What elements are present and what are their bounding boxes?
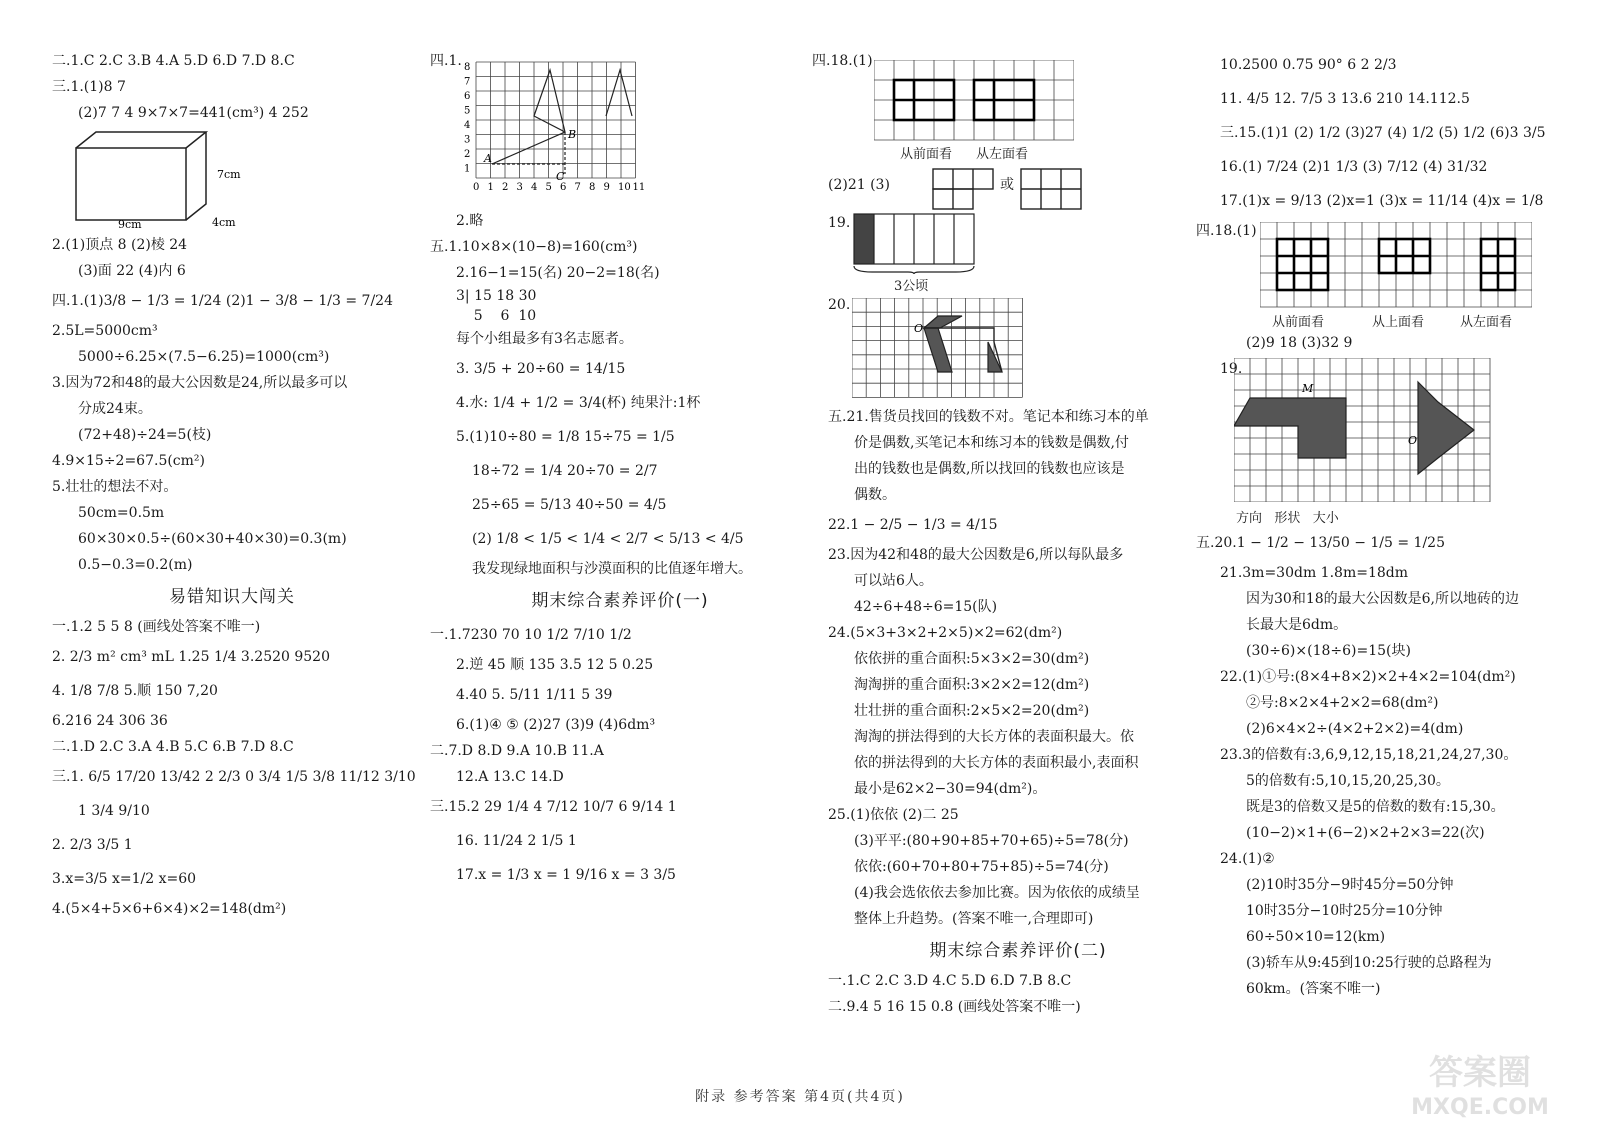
text-line: 10.2500 0.75 90° 6 2 2/3 — [1220, 57, 1397, 73]
point-o-label: O — [914, 322, 924, 335]
axis-tick-label: 5 — [545, 182, 552, 193]
text-line: 25.(1)依依 (2)二 25 — [828, 807, 959, 823]
text-line: 二.9.4 5 16 15 0.8 (画线处答案不唯一) — [828, 999, 1081, 1015]
axis-tick-label: 3 — [516, 182, 523, 193]
rotation-grid-figure — [852, 298, 1026, 402]
text-line: 18÷72 = 1/4 20÷70 = 2/7 — [472, 463, 658, 479]
text-line: 4.水: 1/4 + 1/2 = 3/4(杯) 纯果汁:1杯 — [456, 395, 701, 411]
transform-grid-figure — [1234, 358, 1496, 502]
view-grid-figure — [874, 60, 1074, 142]
axis-tick-label: 8 — [464, 62, 471, 73]
text-line: 5的倍数有:5,10,15,20,25,30。 — [1246, 773, 1450, 789]
text-line: 出的钱数也是偶数,所以找回的钱数也应该是 — [854, 461, 1125, 477]
axis-tick-label: 1 — [487, 182, 494, 193]
text-line: 2.(1)顶点 8 (2)棱 24 — [52, 237, 188, 253]
axis-tick-label: 7 — [574, 182, 581, 193]
text-line: ②号:8×2×4+2×2=68(dm²) — [1246, 695, 1439, 711]
text-line: 三.1. 6/5 17/20 13/42 2 2/3 0 3/4 1/5 3/8 11/12 3/10 — [52, 769, 416, 785]
axis-tick-label: 8 — [589, 182, 596, 193]
text-line: 24.(1)② — [1220, 851, 1275, 867]
text-line: 一.1.7230 70 10 1/2 7/10 1/2 — [430, 627, 632, 643]
text-line: 可以站6人。 — [854, 573, 933, 589]
text-line: 4.40 5. 5/11 1/11 5 39 — [456, 687, 613, 703]
text-line: 2.略 — [456, 213, 484, 229]
three-view-figure — [1260, 222, 1532, 308]
axis-tick-label: 6 — [464, 91, 471, 102]
section-title: 易错知识大闯关 — [169, 587, 295, 607]
axis-tick-label: 10 — [618, 182, 631, 193]
figure-label: 四.18.(1) — [812, 53, 873, 69]
watermark-logo — [1380, 1042, 1580, 1122]
text-line: (72+48)÷24=5(枝) — [78, 427, 212, 443]
axis-tick-label: 7 — [464, 76, 471, 88]
answer-column-1 — [52, 48, 416, 922]
cuboid-figure — [72, 128, 272, 228]
point-o-label: O — [1408, 434, 1418, 447]
text-line: 偶数。 — [854, 487, 896, 503]
shaded-cell — [854, 214, 874, 264]
axis-tick-label: 0 — [473, 182, 480, 193]
text-line: 11. 4/5 12. 7/5 3 13.6 210 14.112.5 — [1220, 91, 1470, 107]
figure-label: 四.1. — [430, 53, 462, 69]
box-width-label: 4cm — [212, 216, 236, 228]
text-line: 2.5L=5000cm³ — [52, 323, 158, 339]
text-line: 5.壮壮的想法不对。 — [52, 479, 178, 495]
text-line: 6.216 24 306 36 — [52, 713, 168, 729]
text-line: 五.1.10×8×(10−8)=160(cm³) — [430, 239, 638, 255]
box-length-label: 9cm — [118, 218, 142, 228]
text-line: 17.(1)x = 9/13 (2)x=1 (3)x = 11/14 (4)x = 1/8 — [1220, 193, 1544, 209]
text-line: 五.20.1 − 1/2 − 13/50 − 1/5 = 1/25 — [1196, 535, 1445, 551]
text-line: 5.(1)10÷80 = 1/8 15÷75 = 1/5 — [456, 429, 675, 445]
answer-column-2 — [430, 48, 810, 892]
text-line: 2. 2/3 3/5 1 — [52, 837, 133, 853]
text-line: 二.1.D 2.C 3.A 4.B 5.C 6.B 7.D 8.C — [52, 739, 294, 755]
text-line: 3.因为72和48的最大公因数是24,所以最多可以 — [52, 375, 348, 391]
text-line: 既是3的倍数又是5的倍数的数有:15,30。 — [1246, 799, 1505, 815]
axis-tick-label: 9 — [603, 182, 610, 193]
text-line: (10−2)×1+(6−2)×2+2×3=22(次) — [1246, 825, 1485, 841]
text-line: (2)6×4×2÷(4×2+2×2)=4(dm) — [1246, 721, 1464, 737]
section-title: 期末综合素养评价(一) — [531, 591, 709, 611]
text-line: 25÷65 = 5/13 40÷50 = 4/5 — [472, 497, 667, 513]
hectare-caption: 3公顷 — [894, 279, 929, 294]
axis-tick-label: 3 — [464, 134, 471, 146]
axis-tick-label: 1 — [464, 163, 471, 175]
page-footer: 附录 参考答案 第4页(共4页) — [695, 1089, 905, 1105]
text-line: 长最大是6dm。 — [1246, 617, 1348, 633]
figure-label: 19. — [828, 215, 851, 231]
point-m-label: M — [1302, 382, 1314, 395]
point-c-label: C — [556, 170, 565, 183]
text-line: 3| 15 18 30 — [456, 288, 537, 304]
text-line: 22.1 − 2/5 − 1/3 = 4/15 — [828, 517, 998, 533]
text-line: 16.(1) 7/24 (2)1 1/3 (3) 7/12 (4) 31/32 — [1220, 159, 1488, 175]
text-line: 因为30和18的最大公因数是6,所以地砖的边 — [1246, 591, 1519, 607]
text-line: 23.因为42和48的最大公因数是6,所以每队最多 — [828, 547, 1124, 563]
view-answer-b — [1020, 168, 1082, 210]
text-line: 42÷6+48÷6=15(队) — [854, 599, 998, 615]
view-caption-left: 从左面看 — [976, 147, 1029, 162]
text-line: 12.A 13.C 14.D — [456, 769, 564, 785]
text-line: 依依拼的重合面积:5×3×2=30(dm²) — [854, 651, 1090, 667]
text-line: 依的拼法得到的大长方体的表面积最小,表面积 — [854, 755, 1139, 771]
text-line: 24.(5×3+3×2+2×5)×2=62(dm²) — [828, 625, 1063, 641]
text-line: 一.1.2 5 5 8 (画线处答案不唯一) — [52, 619, 261, 635]
axis-tick-label: 4 — [464, 120, 471, 131]
axis-tick-label: 2 — [464, 149, 471, 160]
text-line: 淘淘拼的重合面积:3×2×2=12(dm²) — [854, 677, 1090, 693]
text-line: 整体上升趋势。(答案不唯一,合理即可) — [854, 911, 1094, 927]
text-line: 4.9×15÷2=67.5(cm²) — [52, 453, 206, 469]
axis-tick-label: 6 — [560, 182, 567, 193]
text-line: 分成24束。 — [78, 401, 152, 417]
text-line: 10时35分−10时25分=10分钟 — [1246, 903, 1443, 919]
watermark-line2: MXQE.COM — [1411, 1095, 1549, 1120]
text-line: 60×30×0.5÷(60×30+40×30)=0.3(m) — [78, 531, 347, 547]
text-line: (30÷6)×(18÷6)=15(块) — [1246, 643, 1411, 659]
coordinate-grid-figure — [460, 56, 670, 206]
text-line: 价是偶数,买笔记本和练习本的钱数是偶数,付 — [854, 435, 1129, 451]
text-line: 23.3的倍数有:3,6,9,12,15,18,21,24,27,30。 — [1220, 747, 1518, 763]
text-line: 壮壮拼的重合面积:2×5×2=20(dm²) — [854, 703, 1090, 719]
text-line: 22.(1)①号:(8×4+8×2)×2+4×2=104(dm²) — [1220, 669, 1516, 685]
view-caption-front: 从前面看 — [1272, 315, 1325, 330]
text-line: (3)轿车从9:45到10:25行驶的总路程为 — [1246, 955, 1492, 971]
axis-tick-label: 4 — [531, 182, 538, 193]
box-height-label: 7cm — [217, 168, 241, 181]
text-line: 2.16−1=15(名) 20−2=18(名) — [456, 265, 660, 281]
text-line: (2)9 18 (3)32 9 — [1246, 335, 1353, 351]
text-line: 四.1.(1)3/8 − 1/3 = 1/24 (2)1 − 3/8 − 1/3 = 7/24 — [52, 293, 393, 309]
text-line: 最小是62×2−30=94(dm²)。 — [854, 781, 1047, 797]
text-line: 每个小组最多有3名志愿者。 — [456, 331, 633, 347]
view-caption-front: 从前面看 — [900, 147, 953, 162]
watermark-line1: 答案圈 — [1429, 1053, 1531, 1093]
text-line: 5 6 10 — [456, 308, 537, 324]
text-line: 三.15.2 29 1/4 4 7/12 10/7 6 9/14 1 — [430, 799, 677, 815]
text-line: 16. 11/24 2 1/5 1 — [456, 833, 577, 849]
text-line: 60÷50×10=12(km) — [1246, 929, 1386, 945]
answer-column-3 — [812, 48, 1208, 1020]
section-title: 期末综合素养评价(二) — [929, 941, 1107, 961]
text-line: 4.(5×4+5×6+6×4)×2=148(dm²) — [52, 901, 287, 917]
text-line: 依依:(60+70+80+75+85)÷5=74(分) — [854, 859, 1109, 875]
text-line: 三.15.(1)1 (2) 1/2 (3)27 (4) 1/2 (5) 1/2 (6)3 3/5 — [1220, 125, 1546, 141]
text-line: 五.21.售货员找回的钱数不对。笔记本和练习本的单 — [828, 409, 1149, 425]
text-line: 淘淘的拼法得到的大长方体的表面积最大。依 — [854, 729, 1134, 745]
text-line: 60km。(答案不唯一) — [1246, 981, 1381, 997]
text-line: (4)我会选依依去参加比赛。因为依依的成绩呈 — [854, 885, 1140, 901]
text-line: 2.逆 45 顺 135 3.5 12 5 0.25 — [456, 657, 654, 673]
view-caption-top: 从上面看 — [1372, 315, 1425, 330]
text-line: (2)10时35分−9时45分=50分钟 — [1246, 877, 1454, 893]
text-line: 6.(1)④ ⑤ (2)27 (3)9 (4)6dm³ — [456, 717, 656, 733]
figure-label: 20. — [828, 297, 851, 313]
text-line: 我发现绿地面积与沙漠面积的比值逐年增大。 — [472, 561, 752, 577]
text-line: 一.1.C 2.C 3.D 4.C 5.D 6.D 7.B 8.C — [828, 973, 1072, 989]
axis-tick-label: 5 — [464, 105, 471, 117]
axis-tick-label: 2 — [502, 182, 509, 193]
text-line: 5000÷6.25×(7.5−6.25)=1000(cm³) — [78, 349, 330, 365]
answer-column-4 — [1196, 48, 1580, 1002]
text-line: 2. 2/3 m² cm³ mL 1.25 1/4 3.2520 9520 — [52, 649, 330, 665]
text-line: (2)21 (3) — [828, 177, 890, 193]
text-line: 二.7.D 8.D 9.A 10.B 11.A — [430, 743, 604, 759]
text-line: 4. 1/8 7/8 5.顺 150 7,20 — [52, 683, 218, 699]
view-answer-a — [932, 168, 994, 210]
transform-caption: 方向 形状 大小 — [1236, 511, 1339, 526]
text-line: 二.1.C 2.C 3.B 4.A 5.D 6.D 7.D 8.C — [52, 53, 295, 69]
text-line: 三.1.(1)8 7 — [52, 79, 126, 95]
figure-label: 四.18.(1) — [1196, 223, 1257, 239]
text-line: 17.x = 1/3 x = 1 9/16 x = 3 3/5 — [456, 867, 676, 883]
text-line: (3)面 22 (4)内 6 — [78, 263, 186, 279]
figure-label: 19. — [1220, 361, 1243, 377]
point-a-label: A — [484, 152, 492, 165]
point-b-label: B — [568, 128, 577, 141]
or-label: 或 — [1000, 177, 1014, 193]
view-caption-left: 从左面看 — [1460, 315, 1513, 330]
text-line: 3.x=3/5 x=1/2 x=60 — [52, 871, 197, 887]
text-line: 1 3/4 9/10 — [78, 803, 150, 819]
text-line: 3. 3/5 + 20÷60 = 14/15 — [456, 361, 626, 377]
text-line: (3)平平:(80+90+85+70+65)÷5=78(分) — [854, 833, 1129, 849]
text-line: 21.3m=30dm 1.8m=18dm — [1220, 565, 1409, 581]
text-line: 50cm=0.5m — [78, 505, 165, 521]
text-line: 0.5−0.3=0.2(m) — [78, 557, 193, 573]
text-line: (2) 1/8 < 1/5 < 1/4 < 2/7 < 5/13 < 4/5 — [472, 531, 744, 547]
axis-tick-label: 11 — [632, 182, 646, 193]
hectare-bar-figure — [852, 212, 976, 274]
text-line: (2)7 7 4 9×7×7=441(cm³) 4 252 — [78, 105, 309, 121]
